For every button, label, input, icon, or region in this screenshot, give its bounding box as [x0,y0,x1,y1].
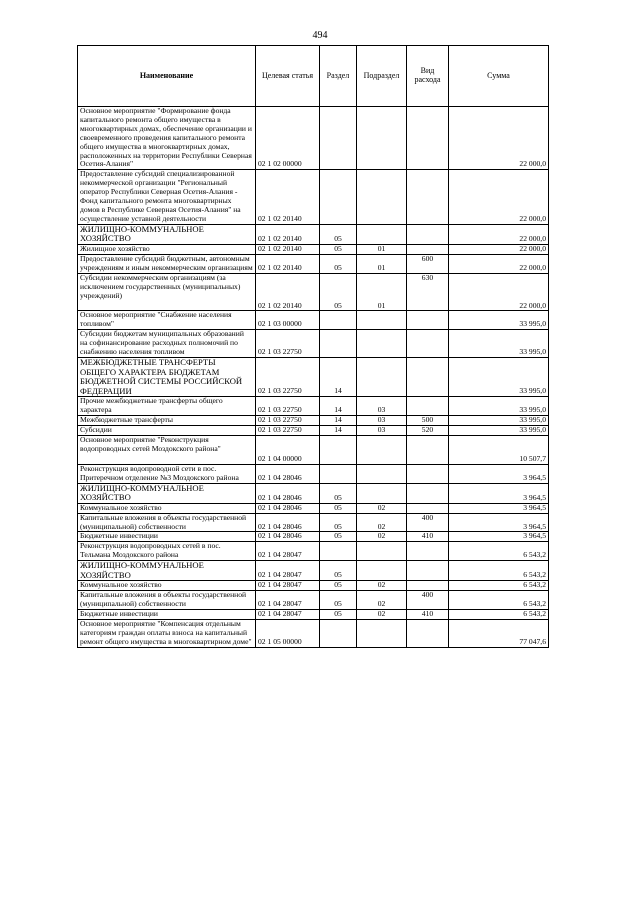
row-article: 02 1 03 22750 [256,426,320,436]
row-name: ЖИЛИЩНО-КОММУНАЛЬНОЕ ХОЗЯЙСТВО [78,224,256,244]
table-row [78,170,549,224]
row-section: 14 [320,397,357,416]
row-type [407,357,449,396]
row-article: 02 1 03 22750 [256,416,320,426]
row-subsection [357,620,407,648]
row-type [407,542,449,561]
row-name: Основное мероприятие "Компенсация отдельным категориям граждан оплаты взноса на капитальный ремонт общего имущества в многоквартирном доме" [78,620,256,648]
row-section: 05 [320,483,357,503]
row-type: 410 [407,532,449,542]
row-type: 600 [407,254,449,273]
table-row [78,532,549,542]
row-article: 02 1 03 22750 [256,357,320,396]
row-article: 02 1 02 20140 [256,224,320,244]
page-number: 494 [312,30,328,41]
row-name: Субсидии [78,426,256,436]
row-sum: 3 964,5 [449,513,549,532]
row-article: 02 1 04 28046 [256,513,320,532]
row-section [320,435,357,464]
row-article: 02 1 04 28046 [256,464,320,483]
row-sum: 33 995,0 [449,397,549,416]
table-row [78,620,549,648]
row-type [407,483,449,503]
table-row [78,330,549,358]
table-row [78,244,549,254]
row-subsection [357,561,407,581]
row-name: Бюджетные инвестиции [78,610,256,620]
row-name: Прочие межбюджетные трансферты общего характера [78,397,256,416]
row-article: 02 1 02 20140 [256,273,320,311]
table-row [78,610,549,620]
row-sum: 10 507,7 [449,435,549,464]
row-name: Субсидии некоммерческим организациям (за исключением государственных (муниципальных) учреждений) [78,273,256,311]
row-sum: 33 995,0 [449,330,549,358]
row-article: 02 1 04 28047 [256,610,320,620]
row-name: ЖИЛИЩНО-КОММУНАЛЬНОЕ ХОЗЯЙСТВО [78,561,256,581]
row-article: 02 1 04 28047 [256,561,320,581]
row-name: Реконструкция водопроводной сети в пос. Притеречном отделение №3 Моздокского района [78,464,256,483]
header-sum: Сумма [449,46,549,107]
row-section [320,620,357,648]
table-row [78,416,549,426]
row-sum: 3 964,5 [449,503,549,513]
row-name: Реконструкция водопроводных сетей в пос. Тельмана Моздокского района [78,542,256,561]
table-row [78,591,549,610]
row-subsection [357,483,407,503]
header-subsection: Подраздел [357,46,407,107]
row-name: ЖИЛИЩНО-КОММУНАЛЬНОЕ ХОЗЯЙСТВО [78,483,256,503]
row-sum: 33 995,0 [449,426,549,436]
row-section: 05 [320,244,357,254]
row-sum: 6 543,2 [449,542,549,561]
table-row [78,483,549,503]
row-subsection: 02 [357,503,407,513]
row-sum: 3 964,5 [449,532,549,542]
row-type: 410 [407,610,449,620]
row-name: Основное мероприятие "Реконструкция водопроводных сетей Моздокского района" [78,435,256,464]
header-section: Раздел [320,46,357,107]
row-name: Предоставление субсидий специализированной некоммерческой организации "Региональный оператор Республики Северная Осетия-Алания - Фонд капитального ремонта многоквартирных домов в Республике Северная Осетия-Алания" на осуществление уставной деятельности [78,170,256,224]
row-subsection: 01 [357,244,407,254]
row-type [407,464,449,483]
row-type: 520 [407,426,449,436]
row-section [320,311,357,330]
row-section [320,107,357,170]
row-sum: 22 000,0 [449,107,549,170]
row-sum: 77 047,6 [449,620,549,648]
row-sum: 6 543,2 [449,561,549,581]
row-article: 02 1 03 22750 [256,397,320,416]
row-subsection: 02 [357,610,407,620]
row-subsection: 01 [357,273,407,311]
row-sum: 33 995,0 [449,357,549,396]
row-article: 02 1 03 00000 [256,311,320,330]
row-section: 05 [320,581,357,591]
row-type: 400 [407,591,449,610]
row-subsection [357,170,407,224]
row-section [320,464,357,483]
row-section [320,330,357,358]
row-section: 05 [320,591,357,610]
row-subsection [357,357,407,396]
row-type: 400 [407,513,449,532]
row-section [320,170,357,224]
row-name: Капитальные вложения в объекты государственной (муниципальной) собственности [78,513,256,532]
row-sum: 22 000,0 [449,170,549,224]
table-row [78,513,549,532]
row-type [407,581,449,591]
row-type: 630 [407,273,449,311]
row-type [407,224,449,244]
row-section: 05 [320,224,357,244]
row-section: 05 [320,273,357,311]
table-row [78,107,549,170]
row-name: МЕЖБЮДЖЕТНЫЕ ТРАНСФЕРТЫ ОБЩЕГО ХАРАКТЕРА БЮДЖЕТАМ БЮДЖЕТНОЙ СИСТЕМЫ РОССИЙСКОЙ ФЕДЕРАЦИИ [78,357,256,396]
row-name: Субсидии бюджетам муниципальных образований на софинансирование расходных полномочий по снабжению населения топливом [78,330,256,358]
row-article: 02 1 04 00000 [256,435,320,464]
budget-table [77,45,549,648]
row-section: 05 [320,254,357,273]
table-row [78,357,549,396]
row-sum: 22 000,0 [449,244,549,254]
row-article: 02 1 02 20140 [256,254,320,273]
table-header-row [78,46,549,107]
row-subsection [357,435,407,464]
row-article: 02 1 04 28047 [256,591,320,610]
row-subsection: 02 [357,532,407,542]
row-name: Коммунальное хозяйство [78,581,256,591]
row-subsection: 03 [357,426,407,436]
table-row [78,561,549,581]
row-type [407,620,449,648]
row-sum: 6 543,2 [449,581,549,591]
row-sum: 22 000,0 [449,273,549,311]
row-section [320,542,357,561]
row-type [407,435,449,464]
row-name: Межбюджетные трансферты [78,416,256,426]
table-row [78,464,549,483]
header-type: Вид расхода [407,46,449,107]
row-section: 05 [320,561,357,581]
row-subsection: 03 [357,416,407,426]
table-row [78,397,549,416]
row-subsection: 02 [357,581,407,591]
table-row [78,581,549,591]
table-row [78,503,549,513]
row-article: 02 1 02 00000 [256,107,320,170]
row-article: 02 1 03 22750 [256,330,320,358]
row-type: 500 [407,416,449,426]
row-type [407,311,449,330]
row-name: Капитальные вложения в объекты государственной (муниципальной) собственности [78,591,256,610]
row-subsection [357,311,407,330]
row-sum: 3 964,5 [449,483,549,503]
row-subsection: 02 [357,591,407,610]
row-section: 05 [320,513,357,532]
row-article: 02 1 02 20140 [256,170,320,224]
row-subsection: 01 [357,254,407,273]
row-type [407,397,449,416]
row-subsection [357,542,407,561]
row-section: 14 [320,357,357,396]
row-article: 02 1 04 28047 [256,542,320,561]
table-row [78,224,549,244]
row-name: Основное мероприятие "Снабжение населения топливом" [78,311,256,330]
row-sum: 33 995,0 [449,416,549,426]
row-name: Бюджетные инвестиции [78,532,256,542]
row-section: 05 [320,503,357,513]
row-sum: 6 543,2 [449,591,549,610]
row-type [407,244,449,254]
table-row [78,254,549,273]
table-row [78,426,549,436]
table-row [78,435,549,464]
header-article: Целевая статья [256,46,320,107]
row-subsection [357,464,407,483]
row-subsection: 02 [357,513,407,532]
row-type [407,170,449,224]
row-article: 02 1 04 28046 [256,503,320,513]
row-section: 05 [320,532,357,542]
row-sum: 33 995,0 [449,311,549,330]
table-row [78,311,549,330]
header-name: Наименование [78,46,256,107]
row-article: 02 1 04 28046 [256,483,320,503]
row-subsection [357,224,407,244]
row-article: 02 1 05 00000 [256,620,320,648]
row-type [407,561,449,581]
row-sum: 22 000,0 [449,224,549,244]
row-name: Жилищное хозяйство [78,244,256,254]
row-section: 14 [320,416,357,426]
row-name: Коммунальное хозяйство [78,503,256,513]
table-row [78,273,549,311]
row-name: Предоставление субсидий бюджетным, автономным учреждениям и иным некоммерческим организациям [78,254,256,273]
row-article: 02 1 04 28047 [256,581,320,591]
row-sum: 22 000,0 [449,254,549,273]
row-type [407,330,449,358]
row-article: 02 1 02 20140 [256,244,320,254]
row-name: Основное мероприятие "Формирование фонда капитального ремонта общего имущества в многоквартирных домах, обеспечение организации и своевременного проведения капитального ремонта общего имущества в многоквартирных домах, расположенных на территории Республики Северная Осетия-Алания" [78,107,256,170]
row-subsection [357,330,407,358]
table-row [78,542,549,561]
row-type [407,503,449,513]
row-sum: 3 964,5 [449,464,549,483]
row-article: 02 1 04 28046 [256,532,320,542]
row-section: 05 [320,610,357,620]
row-subsection: 03 [357,397,407,416]
row-sum: 6 543,2 [449,610,549,620]
row-subsection [357,107,407,170]
row-section: 14 [320,426,357,436]
row-type [407,107,449,170]
